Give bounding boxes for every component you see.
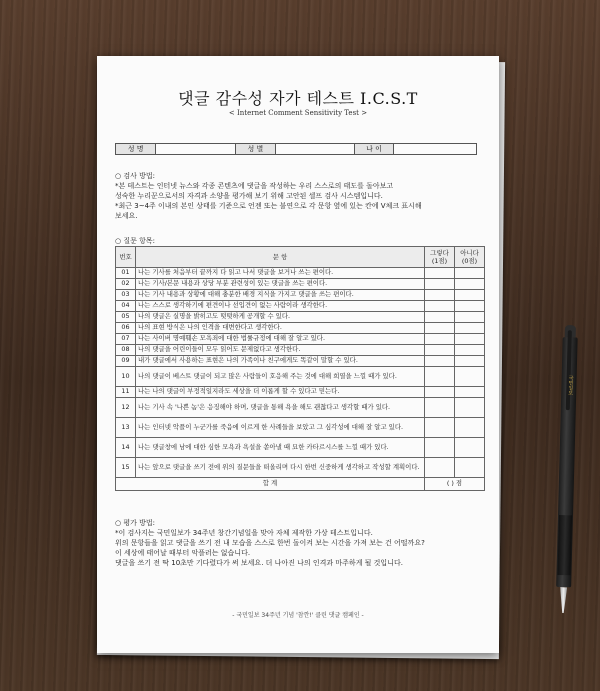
row-number: 14 (116, 438, 136, 458)
row-question: 나는 앞으로 댓글을 쓰기 전에 위의 질문들을 떠올리며 다시 한번 신중하게 생각하고 작성할 계획이다. (136, 458, 425, 478)
yes-checkbox[interactable] (425, 398, 455, 418)
row-question: 나는 기사/본문 내용과 상당 부분 관련성이 있는 댓글을 쓰는 편이다. (136, 279, 425, 290)
name-field[interactable] (156, 144, 235, 155)
pen-tip (559, 587, 567, 613)
row-number: 06 (116, 323, 136, 334)
table-row (116, 356, 485, 367)
yes-checkbox[interactable] (425, 323, 455, 334)
table-row (116, 367, 485, 387)
no-checkbox[interactable] (455, 345, 485, 356)
table-row (116, 290, 485, 301)
sum-value[interactable]: ( ) 점 (425, 478, 485, 491)
no-checkbox[interactable] (455, 458, 485, 478)
campaign-footer: - 국민일보 34주년 기념 '참깐!' 클린 댓글 캠페인 - (232, 612, 364, 619)
row-question: 나는 나의 댓글이 부정적일지라도 세상을 더 이롭게 할 수 있다고 믿는다. (136, 387, 425, 398)
age-field[interactable] (393, 144, 476, 155)
row-question: 나의 댓글을 어린이들이 모두 읽어도 문제없다고 생각한다. (136, 345, 425, 356)
pen-grip (557, 515, 572, 575)
table-row (116, 458, 485, 478)
row-question: 나는 기사 내용과 상황에 대해 충분한 배경 지식을 가지고 댓글을 쓰는 편이다. (136, 290, 425, 301)
age-label: 나 이 (355, 144, 393, 155)
table-row (116, 268, 485, 279)
table-row (116, 279, 485, 290)
yes-checkbox[interactable] (425, 334, 455, 345)
items-heading: ○ 질문 항목: (115, 237, 155, 245)
name-label: 성 명 (116, 144, 156, 155)
row-number: 04 (116, 301, 136, 312)
yes-checkbox[interactable] (425, 418, 455, 438)
table-row (116, 345, 485, 356)
page-subtitle: < Internet Comment Sensitivity Test > (228, 109, 368, 117)
table-row (116, 438, 485, 458)
table-row (116, 323, 485, 334)
no-checkbox[interactable] (455, 323, 485, 334)
row-number: 10 (116, 367, 136, 387)
sum-row (116, 478, 485, 491)
gender-field[interactable] (275, 144, 354, 155)
method-line: 보세요. (115, 212, 138, 220)
no-checkbox[interactable] (455, 438, 485, 458)
test-sheet (97, 56, 499, 653)
personal-info-table (115, 143, 477, 155)
no-checkbox[interactable] (455, 356, 485, 367)
yes-checkbox[interactable] (425, 387, 455, 398)
row-question: 나는 인터넷 악플이 누군가를 죽음에 이르게 한 사례들을 보았고 그 심각성에 대해 잘 알고 있다. (136, 418, 425, 438)
row-question: 나의 댓글이 베스트 댓글이 되고 많은 사람들이 호응해 주는 것에 대해 희열을 느낄 때가 있다. (136, 367, 425, 387)
yes-checkbox[interactable] (425, 458, 455, 478)
row-question: 나는 댓글창에 남에 대한 심한 모욕과 욕설을 쏟아낼 때 묘한 카타르시스를 느낄 때가 있다. (136, 438, 425, 458)
evaluation-heading: ○ 평가 방법: (115, 519, 155, 527)
method-line: 성숙한 누리꾼으로서의 자격과 소양을 평가해 보기 위해 고안된 셀프 검사 시스템입니다. (115, 192, 383, 200)
yes-checkbox[interactable] (425, 301, 455, 312)
sum-label: 합 계 (116, 478, 425, 491)
header-question: 문 항 (136, 247, 425, 268)
no-checkbox[interactable] (455, 279, 485, 290)
yes-checkbox[interactable] (425, 345, 455, 356)
no-checkbox[interactable] (455, 301, 485, 312)
row-number: 15 (116, 458, 136, 478)
evaluation-line: 이 세상에 태어날 때부터 악플러는 없습니다. (115, 549, 251, 557)
yes-checkbox[interactable] (425, 290, 455, 301)
method-line: *본 테스트는 인터넷 뉴스와 각종 콘텐츠에 댓글을 작성하는 우리 스스로의 태도를 돌아보고 (115, 182, 394, 190)
row-number: 02 (116, 279, 136, 290)
table-row (116, 387, 485, 398)
yes-checkbox[interactable] (425, 312, 455, 323)
header-num: 번호 (116, 247, 136, 268)
row-question: 나의 표현 방식은 나의 인격을 대변한다고 생각한다. (136, 323, 425, 334)
table-row (116, 418, 485, 438)
row-number: 12 (116, 398, 136, 418)
row-number: 13 (116, 418, 136, 438)
table-row (116, 312, 485, 323)
table-row (116, 301, 485, 312)
question-table (115, 246, 485, 491)
evaluation-line: 댓글을 쓰기 전 딱 10초만 기다렸다가 써 보세요. 더 나아진 나의 인격과 마주하게 될 것입니다. (115, 559, 403, 567)
yes-checkbox[interactable] (425, 438, 455, 458)
header-no: 아니다 (0점) (455, 247, 485, 268)
row-number: 09 (116, 356, 136, 367)
method-section (115, 171, 480, 221)
row-number: 07 (116, 334, 136, 345)
row-question: 나는 기사를 처음부터 끝까지 다 읽고 나서 댓글을 보거나 쓰는 편이다. (136, 268, 425, 279)
yes-checkbox[interactable] (425, 367, 455, 387)
yes-checkbox[interactable] (425, 279, 455, 290)
row-question: 나는 기사 속 '나쁜 놈'은 응징해야 하며, 댓글을 통해 욕을 해도 괜찮다고 생각할 때가 있다. (136, 398, 425, 418)
evaluation-line: *이 검사지는 국민일보가 34주년 창간기념일을 맞아 자체 제작한 가상 테스트입니다. (115, 529, 373, 537)
no-checkbox[interactable] (455, 398, 485, 418)
evaluation-line: 위의 문항들을 읽고 댓글을 쓰기 전 내 모습을 스스로 한번 돌이켜 보는 시간을 가져 보는 건 어떨까요? (115, 539, 425, 547)
pen-icon (554, 325, 578, 625)
row-number: 11 (116, 387, 136, 398)
row-question: 나는 스스로 생각하기에 편견이나 선입견이 없는 사람이라 생각한다. (136, 301, 425, 312)
row-number: 03 (116, 290, 136, 301)
table-row (116, 398, 485, 418)
row-question: 내가 댓글에서 사용하는 표현은 나의 가족이나 친구에게도 똑같이 말할 수 있다. (136, 356, 425, 367)
header-yes: 그렇다 (1점) (425, 247, 455, 268)
row-question: 나는 사이버 명예훼손 모욕죄에 대한 법률규정에 대해 잘 알고 있다. (136, 334, 425, 345)
yes-checkbox[interactable] (425, 356, 455, 367)
gender-label: 성 별 (235, 144, 275, 155)
row-question: 나의 댓글은 실명을 밝히고도 떳떳하게 공개할 수 있다. (136, 312, 425, 323)
method-line: *최근 3~4주 이내의 본인 상태를 기준으로 언젠 또는 불연으로 각 문항 옆에 있는 칸에 V체크 표시해 (115, 202, 422, 210)
table-row (116, 334, 485, 345)
row-number: 01 (116, 268, 136, 279)
no-checkbox[interactable] (455, 290, 485, 301)
no-checkbox[interactable] (455, 367, 485, 387)
no-checkbox[interactable] (455, 418, 485, 438)
yes-checkbox[interactable] (425, 268, 455, 279)
no-checkbox[interactable] (455, 334, 485, 345)
method-heading: ○ 검사 방법: (115, 172, 155, 180)
no-checkbox[interactable] (455, 268, 485, 279)
row-number: 08 (116, 345, 136, 356)
page-title: 댓글 감수성 자가 테스트 I.C.S.T (178, 89, 418, 108)
pen-brand: 국민일보 (567, 375, 574, 396)
row-number: 05 (116, 312, 136, 323)
evaluation-section (115, 528, 487, 568)
no-checkbox[interactable] (455, 387, 485, 398)
no-checkbox[interactable] (455, 312, 485, 323)
